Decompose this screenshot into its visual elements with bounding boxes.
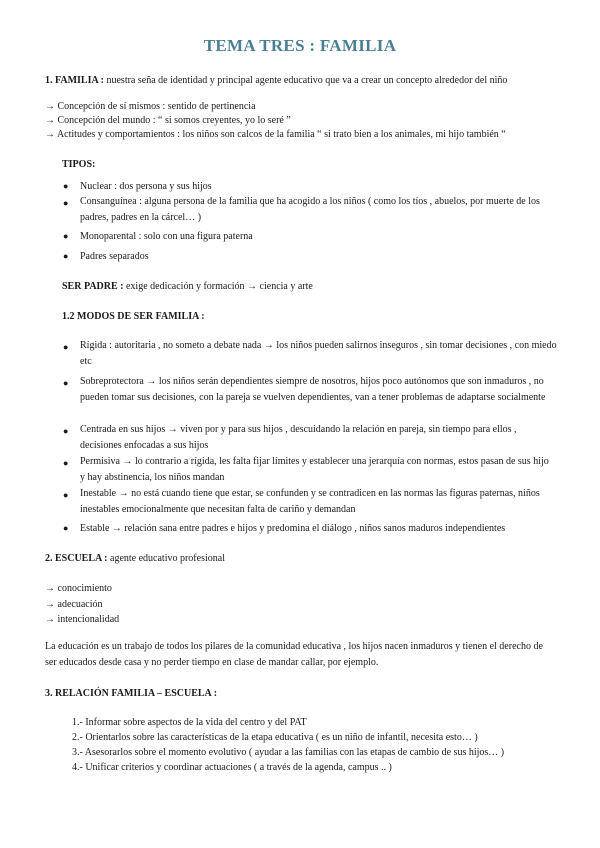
section-2-arrow-3: → intencionalidad xyxy=(45,614,120,625)
section-3-item-2: 2.- Orientarlos sobre las características de la etapa educativa ( es un niño de infantil, necesita esto… ) xyxy=(72,732,478,743)
page-title: TEMA TRES : FAMILIA xyxy=(203,36,397,55)
section-3-heading: 3. RELACIÓN FAMILIA – ESCUELA : xyxy=(45,688,218,699)
section-2-paragraph: La educación es un trabajo de todos los pilares de la comunidad educativa , los hijos nacen inmaduros y tienen el derecho de ser educados desde casa y no perder tiempo en clase de mandar callar, por ejemplo. xyxy=(45,641,543,668)
section-1-arrow-1: → Concepción de sí mismos : sentido de pertinencia xyxy=(45,101,256,112)
section-1-line xyxy=(45,74,507,87)
tipos-item-3: Monoparental : solo con una figura paterna xyxy=(80,231,253,242)
section-1-arrow-2: → Concepción del mundo : “ si somos creyentes, yo lo seré ” xyxy=(45,115,291,126)
section-1-heading: 1. FAMILIA : xyxy=(45,75,104,86)
ser-padre-line xyxy=(62,280,313,293)
bullet-icon: ● xyxy=(63,251,69,261)
section-3-item-1: 1.- Informar sobre aspectos de la vida del centro y del PAT xyxy=(72,717,307,728)
ser-padre-text: exige dedicación y formación → ciencia y arte xyxy=(123,281,313,292)
tipos-heading: TIPOS: xyxy=(62,159,96,170)
section-3-item-3: 3.- Asesorarlos sobre el momento evolutivo ( ayudar a las familias con las etapas de cambio de sus hijos… ) xyxy=(72,747,505,758)
modos-heading: 1.2 MODOS DE SER FAMILIA : xyxy=(62,311,205,322)
section-2-text: agente educativo profesional xyxy=(107,553,225,564)
section-3-item-4: 4.- Unificar criterios y coordinar actuaciones ( a través de la agenda, campus .. ) xyxy=(72,762,392,773)
modos-item-5: Inestable → no está cuando tiene que estar, se confunden y se contradicen en las normas las figuras paternas, niños inestables emocionalmente que necesitan falta de cariño y demandan xyxy=(80,488,540,515)
modos-item-6: Estable → relación sana entre padres e hijos y predomina el diálogo , niños sanos maduros independientes xyxy=(80,523,506,534)
ser-padre-heading: SER PADRE : xyxy=(62,281,124,292)
section-1-text: nuestra seña de identidad y principal agente educativo que va a crear un concepto alrededor del niño xyxy=(103,75,508,86)
bullet-icon: ● xyxy=(63,378,69,388)
section-2-arrow-1: → conocimiento xyxy=(45,583,112,594)
bullet-icon: ● xyxy=(63,342,69,352)
section-1-arrow-3: → Actitudes y comportamientos : los niños son calcos de la familia “ si trato bien a los animales, mi hijo también “ xyxy=(45,129,506,140)
tipos-item-2: Consanguínea : alguna persona de la familia que ha acogido a los niños ( como los tíos , abuelos, por muerte de los padres, padres en la cárcel… ) xyxy=(80,196,540,223)
bullet-icon: ● xyxy=(63,231,69,241)
modos-item-1: Rígida : autoritaria , no someto a debate nada → los niños pueden salirnos inseguros , sin tomar decisiones , con miedo etc xyxy=(80,340,557,367)
section-2-line xyxy=(45,552,225,565)
bullet-icon: ● xyxy=(63,523,69,533)
bullet-icon: ● xyxy=(63,458,69,468)
modos-item-3: Centrada en sus hijos → viven por y para sus hijos , descuidando la relación en pareja, sin tiempo para ellos , decisiones enfocadas a sus hijos xyxy=(80,424,517,451)
bullet-icon: ● xyxy=(63,426,69,436)
modos-item-4: Permisiva → lo contrario a rígida, les falta fijar límites y establecer una jerarquía con normas, estos pasan de sus hijo y hay abstinencia, los niños mandan xyxy=(80,456,549,483)
bullet-icon: ● xyxy=(63,490,69,500)
tipos-item-1: Nuclear : dos persona y sus hijos xyxy=(80,181,212,192)
modos-item-2: Sobreprotectora → los niños serán dependientes siempre de nosotros, hijos poco autónomos que son inmaduros , no pueden tomar sus decisiones, con la pareja se vuelven dependientes, van a tener problemas de adaptarse socialmente xyxy=(80,376,546,403)
bullet-icon: ● xyxy=(63,181,69,191)
tipos-item-4: Padres separados xyxy=(80,251,149,262)
bullet-icon: ● xyxy=(63,198,69,208)
section-2-arrow-2: → adecuación xyxy=(45,599,103,610)
section-2-heading: 2. ESCUELA : xyxy=(45,553,108,564)
